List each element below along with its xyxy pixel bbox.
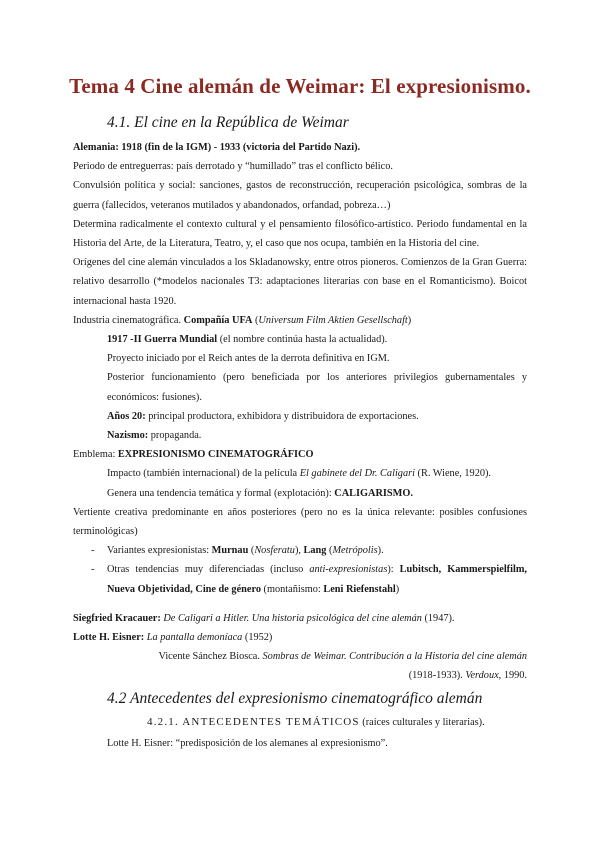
paragraph-emblema	[73, 445, 527, 464]
kracauer-title: De Caligari a Hitler. Una historia psicológica del cine alemán	[163, 612, 422, 624]
ufa-proyecto: Proyecto iniciado por el Reich antes de la derrota definitiva en IGM.	[107, 353, 390, 365]
emblema-label: Emblema:	[73, 449, 118, 461]
genera-text: Genera una tendencia temática y formal (explotación):	[107, 487, 335, 499]
paren: )	[407, 314, 412, 326]
document-title: Tema 4 Cine alemán de Weimar: El expresionismo.	[69, 74, 531, 98]
anti-expresionistas: anti-expresionistas	[309, 564, 388, 576]
biosca-title: Sombras de Weimar. Contribución a la Historia del cine alemán	[262, 651, 527, 663]
bullet-text: ):	[387, 564, 400, 576]
ufa-bold: Compañía UFA	[183, 314, 253, 326]
biosca-years: (1918-1933).	[408, 670, 466, 682]
paragraph-alemania	[73, 138, 527, 157]
emblema-bold: EXPRESIONISMO CINEMATOGRÁFICO	[117, 449, 314, 461]
ufa-anos20	[73, 407, 527, 426]
metropolis: Metrópolis	[332, 545, 378, 557]
eisner-quote: Lotte H. Eisner: “predisposición de los alemanes al expresionismo”.	[107, 737, 388, 749]
anos20-bold: Años 20:	[107, 410, 146, 422]
caligarismo-bold: CALIGARISMO.	[334, 487, 413, 499]
impacto-line	[73, 464, 527, 483]
paren: (	[248, 545, 255, 557]
paren: (	[252, 314, 259, 326]
paragraph-origenes: Orígenes del cine alemán vinculados a los Skladanowsky, entre otros pioneros. Comienzos de la Gran Guerra: relativo desarrollo (*modelos nacionales T3: adaptaciones literarias con base en el Romanticismo). Boicot internacional hasta 1920.	[73, 257, 527, 307]
impacto-post: (R. Wiene, 1920).	[414, 468, 492, 480]
bullet-text: Otras tendencias muy diferenciadas (incluso	[107, 564, 310, 576]
section-heading-4-2: 4.2 Antecedentes del expresionismo cinematográfico alemán	[107, 689, 483, 707]
kracauer-author: Siegfried Kracauer:	[73, 612, 161, 624]
eisner-year: (1952)	[242, 632, 273, 644]
kracauer-year: (1947).	[421, 612, 455, 624]
nazismo-text: propaganda.	[148, 430, 202, 442]
paragraph-determina: Determina radicalmente el contexto cultural y el pensamiento filosófico-artístico. Periodo fundamental en la Historia del Arte, de la Literatura, Teatro, y, el caso que nos ocupa, también en la Historia del cine.	[73, 218, 527, 250]
murnau: Murnau	[211, 545, 249, 557]
paragraph-convulsion: Convulsión política y social: sanciones, gastos de reconstrucción, recuperación psicológica, sombras de la guerra (fallecidos, veteranos mutilados y abandonados, orfandad, pobreza…)	[73, 180, 527, 211]
subsection-note: (raíces culturales y literarias).	[359, 716, 485, 728]
subsection-4-2-1	[73, 711, 527, 734]
paren: ),	[294, 545, 304, 557]
ufa-1917-bold: 1917 -II Guerra Mundial	[107, 334, 218, 346]
impacto-text: Impacto (también internacional) de la película	[107, 468, 300, 480]
ufa-fullname: Universum Film Aktien Gesellschaft	[258, 314, 408, 326]
ufa-1917-text: (el nombre continúa hasta la actualidad).	[217, 334, 388, 346]
ufa-1917	[73, 330, 527, 349]
paragraph-entreguerras: Periodo de entreguerras: país derrotado y “humillado” tras el conflicto bélico.	[73, 161, 393, 173]
bullet-item	[73, 560, 527, 598]
eisner-author: Lotte H. Eisner:	[73, 632, 145, 644]
riefenstahl: Leni Riefenstahl	[323, 583, 396, 595]
reference-kracauer	[73, 609, 527, 628]
lang: Lang	[303, 545, 327, 557]
nazismo-bold: Nazismo:	[107, 430, 149, 442]
anos20-text: principal productora, exhibidora y distribuidora de exportaciones.	[145, 410, 419, 422]
section-heading-4-1: 4.1. El cine en la República de Weimar	[107, 114, 349, 131]
nosferatu: Nosferatu	[254, 545, 295, 557]
paren: )	[395, 583, 400, 595]
industria-text: Industria cinematográfica.	[73, 314, 184, 326]
subsection-title: 4.2.1. ANTECEDENTES TEMÁTICOS	[147, 715, 360, 728]
bullet-text: (montañismo:	[260, 583, 324, 595]
bullet-otras	[107, 560, 527, 598]
biosca-year: , 1990.	[498, 670, 527, 682]
paragraph-industria	[73, 311, 527, 330]
eisner-title: La pantalla demoníaca	[146, 632, 243, 644]
spacer	[73, 599, 527, 609]
caligari-title: El gabinete del Dr. Caligari	[299, 468, 415, 480]
tendencias-bold: Lubitsch, Kammerspielfilm, Nueva Objetividad, Cine de género	[107, 564, 527, 595]
alemania-bold: Alemania: 1918 (fin de la IGM) - 1933 (victoria del Partido Nazi).	[73, 142, 361, 153]
biosca-publisher: Verdoux	[465, 670, 499, 682]
ufa-posterior: Posterior funcionamiento (pero beneficiada por los anteriores privilegios gubernamentales y económicos: fusiones).	[107, 372, 527, 403]
bullet-text: Variantes expresionistas:	[107, 545, 212, 557]
bullet-dash: -	[91, 545, 95, 557]
ufa-nazismo	[73, 426, 527, 445]
genera-line	[73, 484, 527, 503]
reference-sanchez-biosca	[73, 647, 527, 685]
reference-eisner	[73, 628, 527, 647]
bullet-dash: -	[91, 564, 95, 576]
paren: (	[326, 545, 333, 557]
biosca-author: Vicente Sánchez Biosca.	[158, 651, 263, 663]
bullet-item	[73, 541, 527, 560]
paragraph-vertiente: Vertiente creativa predominante en años posteriores (pero no es la única relevante: posibles confusiones terminológicas)	[73, 506, 527, 538]
bullet-variantes	[107, 541, 527, 560]
document-body	[73, 138, 527, 753]
paren: ).	[377, 545, 384, 557]
